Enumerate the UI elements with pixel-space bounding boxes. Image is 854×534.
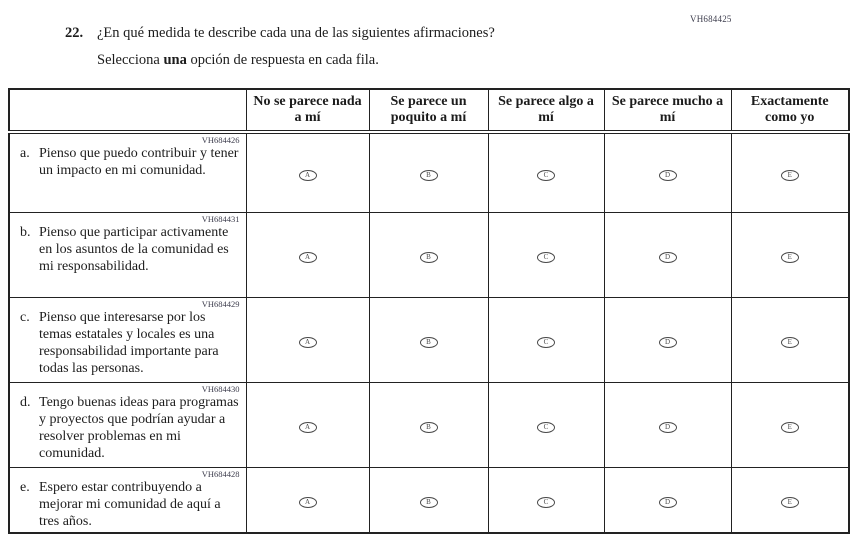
statement: [20, 145, 242, 179]
table-row: [9, 212, 849, 297]
answer-cell: [488, 212, 604, 297]
statement: [20, 394, 242, 462]
bubble-a-D[interactable]: D: [659, 170, 677, 181]
statement-text: Pienso que participar activamente en los asuntos de la comunidad es mi responsabilidad.: [39, 224, 229, 274]
statement-text: Tengo buenas ideas para programas y proyectos que podrían ayudar a resolver problemas en mi comunidad.: [39, 394, 239, 461]
item-accession-code: VH684425: [690, 14, 732, 24]
bubble-d-C[interactable]: C: [537, 422, 555, 433]
answer-cell: [488, 297, 604, 382]
statement: [20, 309, 242, 377]
column-header: Se parece un poquito a mí: [369, 89, 488, 132]
question-block: [65, 24, 495, 69]
bubble-d-E[interactable]: E: [781, 422, 799, 433]
statement-letter: b.: [20, 224, 31, 240]
header-row: [9, 89, 849, 132]
statement-letter: a.: [20, 146, 30, 161]
statement-cell: [9, 132, 246, 212]
bubble-b-E[interactable]: E: [781, 252, 799, 263]
answer-cell: [604, 297, 731, 382]
instruction-suffix: opción de respuesta en cada fila.: [186, 52, 379, 68]
statement-cell: [9, 212, 246, 297]
answer-cell: [369, 382, 488, 467]
statement-cell: [9, 382, 246, 467]
table-row: [9, 297, 849, 382]
bubble-b-A[interactable]: A: [299, 252, 317, 263]
answer-cell: [246, 297, 369, 382]
statement-cell: [9, 467, 246, 533]
bubble-d-B[interactable]: B: [420, 422, 438, 433]
row-accession-code: VH684426: [201, 135, 240, 145]
bubble-a-A[interactable]: A: [299, 170, 317, 181]
answer-cell: [731, 382, 849, 467]
bubble-d-D[interactable]: D: [659, 422, 677, 433]
bubble-d-A[interactable]: A: [299, 422, 317, 433]
bubble-b-B[interactable]: B: [420, 252, 438, 263]
bubble-a-B[interactable]: B: [420, 170, 438, 181]
bubble-b-C[interactable]: C: [537, 252, 555, 263]
response-table-body: [9, 132, 849, 533]
answer-cell: [246, 467, 369, 533]
answer-cell: [604, 382, 731, 467]
answer-cell: [246, 132, 369, 212]
statement: [20, 479, 242, 530]
statement-text: Pienso que puedo contribuir y tener un impacto en mi comunidad.: [39, 146, 239, 178]
instruction-bold-word: una: [163, 52, 187, 68]
table-row: [9, 132, 849, 212]
bubble-e-B[interactable]: B: [420, 497, 438, 508]
bubble-c-C[interactable]: C: [537, 337, 555, 348]
answer-cell: [604, 132, 731, 212]
answer-cell: [731, 132, 849, 212]
bubble-e-C[interactable]: C: [537, 497, 555, 508]
statement: [20, 224, 242, 275]
instruction-prefix: Selecciona: [97, 52, 164, 68]
column-header: Se parece algo a mí: [488, 89, 604, 132]
answer-cell: [604, 467, 731, 533]
bubble-b-D[interactable]: D: [659, 252, 677, 263]
bubble-e-A[interactable]: A: [299, 497, 317, 508]
answer-cell: [731, 297, 849, 382]
answer-cell: [369, 132, 488, 212]
response-table: [8, 88, 850, 534]
statement-letter: d.: [20, 394, 31, 410]
row-accession-code: VH684431: [201, 213, 240, 224]
question-number: 22.: [65, 25, 84, 41]
bubble-c-E[interactable]: E: [781, 337, 799, 348]
answer-cell: [246, 382, 369, 467]
answer-cell: [731, 212, 849, 297]
response-table-header: [9, 89, 849, 132]
statement-letter: c.: [20, 309, 30, 325]
answer-cell: [488, 382, 604, 467]
statement-column-header: [9, 89, 246, 132]
answer-cell: [369, 212, 488, 297]
answer-cell: [731, 467, 849, 533]
table-row: [9, 467, 849, 533]
table-row: [9, 382, 849, 467]
answer-cell: [488, 132, 604, 212]
bubble-a-C[interactable]: C: [537, 170, 555, 181]
column-header: Se parece mucho a mí: [604, 89, 731, 132]
question-text: ¿En qué medida te describe cada una de las siguientes afirmaciones?: [97, 25, 495, 41]
column-header: Exactamente como yo: [731, 89, 849, 132]
statement-letter: e.: [20, 479, 30, 495]
instruction-text: [97, 51, 495, 69]
bubble-c-A[interactable]: A: [299, 337, 317, 348]
bubble-a-E[interactable]: E: [781, 170, 799, 181]
row-accession-code: VH684428: [201, 468, 240, 479]
answer-cell: [488, 467, 604, 533]
answer-cell: [369, 297, 488, 382]
statement-cell: [9, 297, 246, 382]
bubble-c-B[interactable]: B: [420, 337, 438, 348]
answer-cell: [246, 212, 369, 297]
answer-cell: [369, 467, 488, 533]
bubble-e-E[interactable]: E: [781, 497, 799, 508]
row-accession-code: VH684429: [201, 298, 240, 309]
bubble-c-D[interactable]: D: [659, 337, 677, 348]
column-header: No se parece nada a mí: [246, 89, 369, 132]
statement-text: Espero estar contribuyendo a mejorar mi comunidad de aquí a tres años.: [39, 479, 221, 529]
statement-text: Pienso que interesarse por los temas estatales y locales es una responsabilidad importante para todas las personas.: [39, 309, 219, 376]
answer-cell: [604, 212, 731, 297]
bubble-e-D[interactable]: D: [659, 497, 677, 508]
row-accession-code: VH684430: [201, 383, 240, 394]
